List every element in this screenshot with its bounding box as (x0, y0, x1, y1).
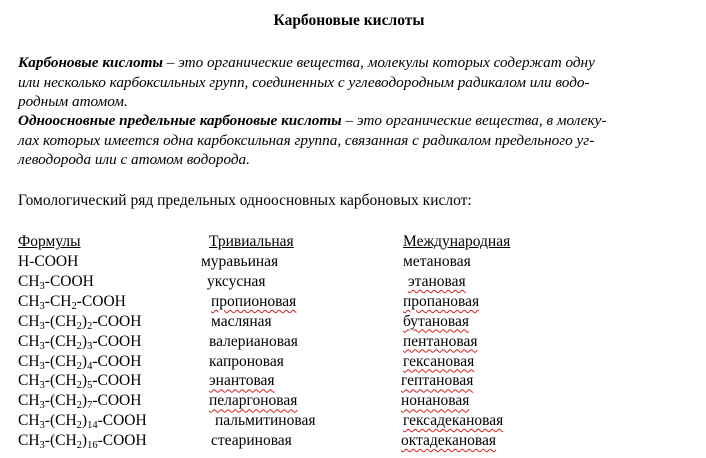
trivial-name: пропионовая (211, 292, 297, 310)
definition-term: Карбоновые кислоты (18, 54, 163, 71)
table-row (0, 333, 706, 353)
formula-part: ) (81, 312, 88, 330)
table-row (0, 392, 706, 412)
formula (18, 392, 141, 410)
table-row (0, 293, 706, 313)
formula-subscript: 2 (71, 300, 77, 312)
column-header-trivial: Тривиальная (209, 233, 294, 250)
formula-part: CH (18, 272, 40, 290)
international-name: бутановая (403, 312, 470, 330)
formula-part: -(CH (44, 352, 77, 370)
formula-part: CH (18, 412, 40, 430)
formula-part: H-COOH (18, 253, 79, 270)
formula-part: -(CH (44, 372, 77, 390)
formula-part: CH (18, 372, 40, 390)
formula-subscript: 4 (87, 360, 93, 372)
formula-subscript: 14 (87, 420, 98, 432)
international-name: этановая (408, 272, 466, 290)
formula-part: -COOH (44, 272, 94, 290)
international-name: пропановая (403, 292, 480, 310)
formula-part: -(CH (44, 412, 77, 430)
formula-part: -(CH (44, 392, 77, 410)
formula (18, 412, 147, 430)
formula (18, 372, 141, 390)
formula-subscript: 3 (39, 440, 45, 452)
formula (18, 293, 126, 311)
formula-subscript: 2 (87, 320, 93, 332)
formula-subscript: 7 (87, 400, 93, 412)
international-name: нонановая (401, 392, 470, 410)
formula-subscript: 2 (76, 440, 82, 452)
table-row (0, 253, 706, 273)
formula-subscript: 3 (39, 420, 45, 432)
definition-text: – это органические вещества, в молеку- (341, 112, 607, 129)
table-row (0, 412, 706, 432)
formula-subscript: 5 (87, 380, 93, 392)
formula-part: CH (18, 392, 40, 410)
international-name: пентановая (403, 332, 478, 350)
homolog-heading: Гомологический ряд предельных одноосновных карбоновых кислот: (18, 192, 472, 209)
table-row (0, 372, 706, 392)
trivial-name: пальмитиновая (215, 412, 316, 430)
formula-subscript: 2 (76, 320, 82, 332)
formula-part: -CH (44, 292, 72, 310)
formula-part: CH (18, 312, 40, 330)
international-name: гептановая (401, 372, 474, 390)
definition-monobasic-acids (18, 111, 698, 170)
formula-part: ) (81, 372, 88, 390)
formula-subscript: 3 (39, 340, 45, 352)
definition-text: леводорода или с атомом водорода. (18, 151, 250, 168)
trivial-name: масляная (211, 312, 272, 330)
trivial-name: энантовая (209, 372, 275, 390)
column-header-formulas: Формулы (18, 233, 81, 250)
formula-subscript: 2 (76, 400, 82, 412)
formula-part: CH (18, 332, 40, 350)
formula-subscript: 2 (76, 420, 82, 432)
formula-part: CH (18, 292, 40, 310)
international-name: гексановая (403, 352, 475, 370)
formula-part: -(CH (44, 332, 77, 350)
trivial-name: уксусная (207, 272, 266, 290)
formula (18, 353, 141, 371)
international-name: метановая (403, 253, 471, 270)
formula (18, 313, 141, 331)
formula-part: ) (81, 412, 88, 430)
formula-part: -COOH (92, 392, 142, 410)
formula-subscript: 3 (39, 320, 45, 332)
formula-part: CH (18, 432, 40, 450)
formula (18, 333, 141, 351)
formula-part: ) (81, 352, 88, 370)
formula-part: ) (81, 392, 88, 410)
formula (18, 273, 94, 291)
formula-part: -COOH (92, 352, 142, 370)
formula-subscript: 3 (39, 400, 45, 412)
formula-subscript: 3 (39, 360, 45, 372)
formula-part: ) (81, 432, 88, 450)
formula-part: -(CH (44, 312, 77, 330)
formula-subscript: 3 (87, 340, 93, 352)
trivial-name: стеариновая (211, 432, 292, 450)
table-row (0, 273, 706, 293)
formula-part: -COOH (92, 372, 142, 390)
trivial-name: капроновая (209, 352, 284, 370)
page-title: Карбоновые кислоты (273, 12, 425, 29)
formula-part: ) (81, 332, 88, 350)
formula-part: -(CH (44, 432, 77, 450)
definition-text: или несколько карбоксильных групп, соединенных с углеводородным радикалом или водо- (18, 73, 590, 91)
formula-subscript: 3 (39, 300, 45, 312)
formula-subscript: 2 (76, 380, 82, 392)
formula-part: -COOH (97, 432, 147, 450)
international-name: гексадекановая (403, 412, 504, 430)
formula-part: -COOH (76, 292, 126, 310)
formula-part: -COOH (97, 412, 147, 430)
formula-subscript: 2 (76, 360, 82, 372)
trivial-name: пеларгоновая (209, 392, 298, 410)
trivial-name: муравьиная (201, 253, 279, 270)
table-row (0, 353, 706, 373)
formula-part: -COOH (92, 312, 142, 330)
table-row (0, 313, 706, 333)
formula-part: -COOH (92, 332, 142, 350)
formula-part: CH (18, 352, 40, 370)
formula-subscript: 3 (39, 280, 45, 292)
trivial-name: валериановая (209, 332, 298, 350)
formula (18, 432, 147, 450)
definition-text: родным атомом. (18, 93, 128, 110)
table-row (0, 432, 706, 452)
definition-term: Одноосновные предельные карбоновые кислоты (18, 112, 342, 129)
definition-text: лах которых имеется одна карбоксильная группа, связанная с радикалом предельного уг- (18, 131, 595, 149)
formula-subscript: 3 (39, 380, 45, 392)
international-name: октадекановая (401, 432, 497, 450)
definition-text: – это органические вещества, молекулы которых содержат одну (162, 54, 595, 71)
definition-carboxylic-acids (18, 53, 698, 112)
formula-subscript: 16 (87, 440, 98, 452)
column-header-international: Международная (403, 233, 511, 250)
formula-subscript: 2 (76, 340, 82, 352)
formula (18, 253, 78, 271)
